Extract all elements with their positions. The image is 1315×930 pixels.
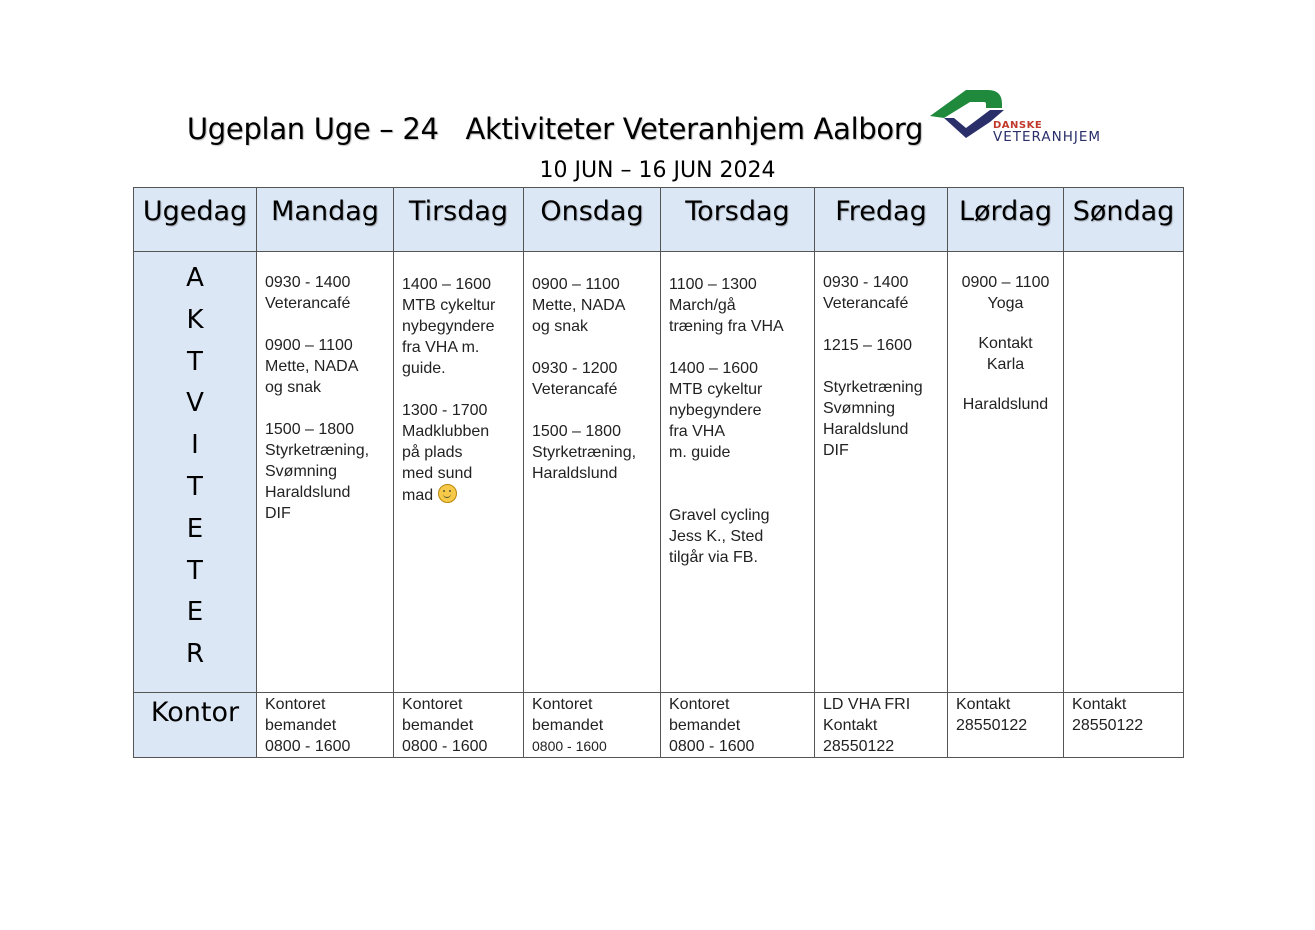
kontor-mandag: Kontoret bemandet 0800 - 1600 xyxy=(257,693,394,758)
activity-entry: 1400 – 1600 MTB cykeltur nybegyndere fra VHA m. guide. xyxy=(402,276,496,377)
activity-entry: 0930 - 1200 Veterancafé xyxy=(532,360,618,398)
kontor-tirsdag: Kontoret bemandet 0800 - 1600 xyxy=(394,693,524,758)
activity-entry: 1400 – 1600 MTB cykeltur nybegyndere fra VHA m. guide xyxy=(669,360,763,461)
activity-entry: Kontakt Karla xyxy=(978,335,1033,373)
header-row xyxy=(134,188,1184,252)
kontor-row xyxy=(134,693,1184,758)
activity-entry: Gravel cycling Jess K., Sted tilgår via FB. xyxy=(669,507,770,566)
activities-sondag xyxy=(1064,252,1184,693)
header-cell-ugedag: Ugedag xyxy=(134,188,257,252)
activities-label: A K T V I T E T E R xyxy=(134,252,257,693)
smiley-icon xyxy=(438,484,457,503)
activity-entry: 0900 – 1100 Mette, NADA og snak xyxy=(532,276,626,335)
activity-entry: Haraldslund xyxy=(962,396,1049,413)
kontor-lordag: Kontakt 28550122 xyxy=(948,693,1064,758)
date-range: 10 JUN – 16 JUN 2024 xyxy=(539,158,776,183)
activities-tirsdag xyxy=(394,252,524,693)
activities-onsdag xyxy=(524,252,661,693)
kontor-sondag: Kontakt 28550122 xyxy=(1064,693,1184,758)
activity-entry: 0930 - 1400 Veterancafé xyxy=(823,274,909,312)
schedule-table xyxy=(133,187,1184,758)
logo-text-danske: DANSKE xyxy=(993,120,1043,131)
kontor-fredag: LD VHA FRI Kontakt 28550122 xyxy=(815,693,948,758)
kontor-label: Kontor xyxy=(134,693,257,758)
activities-mandag xyxy=(257,252,394,693)
header-cell-onsdag: Onsdag xyxy=(524,188,661,252)
header-cell-mandag: Mandag xyxy=(257,188,394,252)
activity-entry: 0930 - 1400 Veterancafé xyxy=(265,274,351,312)
kontor-onsdag: Kontoret bemandet 0800 - 1600 xyxy=(524,693,661,758)
activity-entry: 1300 - 1700 Madklubben på plads med sund mad xyxy=(402,402,490,504)
activity-entry: Styrketræning Svømning Haraldslund DIF xyxy=(823,379,923,459)
header-cell-tirsdag: Tirsdag xyxy=(394,188,524,252)
activity-entry: 1500 – 1800 Styrketræning, Haraldslund xyxy=(532,423,637,482)
activities-row xyxy=(134,252,1184,693)
activity-entry: 1500 – 1800 Styrketræning, Svømning Haraldslund DIF xyxy=(265,421,370,522)
kontor-torsdag: Kontoret bemandet 0800 - 1600 xyxy=(661,693,815,758)
activities-fredag xyxy=(815,252,948,693)
activity-entry: 0900 – 1100 Yoga xyxy=(961,274,1050,312)
logo-text-veteranhjem: VETERANHJEM xyxy=(993,129,1102,145)
header-cell-sondag: Søndag xyxy=(1064,188,1184,252)
header-cell-lordag: Lørdag xyxy=(948,188,1064,252)
header-cell-torsdag: Torsdag xyxy=(661,188,815,252)
page-title: Ugeplan Uge – 24 Aktiviteter Veteranhjem Aalborg xyxy=(186,112,924,146)
activities-torsdag xyxy=(661,252,815,693)
activity-entry: 1100 – 1300 March/gå træning fra VHA xyxy=(669,276,784,335)
activities-lordag xyxy=(948,252,1064,693)
header-cell-fredag: Fredag xyxy=(815,188,948,252)
activity-entry: 1215 – 1600 xyxy=(823,337,912,354)
activity-entry: 0900 – 1100 Mette, NADA og snak xyxy=(265,337,359,396)
